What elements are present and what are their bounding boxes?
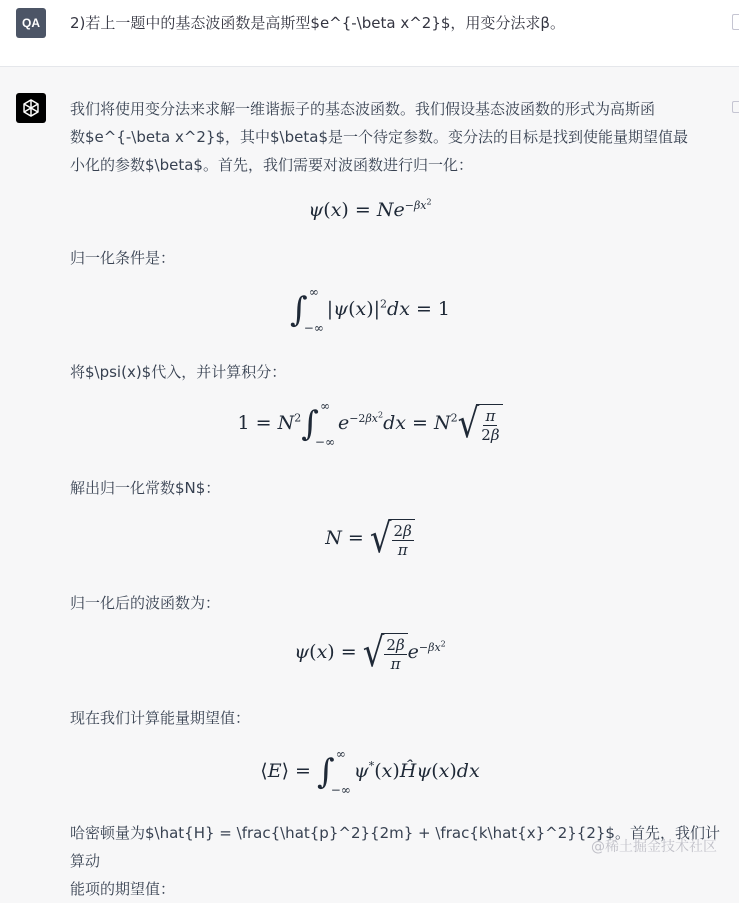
chatgpt-logo-icon xyxy=(16,93,46,123)
answer-paragraph-3: 将$\psi(x)$代入，并计算积分： xyxy=(70,363,287,381)
question-message xyxy=(0,0,739,67)
equation-integral: $1 = N^2\int$ ∞ −∞ $e^{-2\beta x^2}dx = N^2$ √ $\frac{\pi}{2\beta}$ xyxy=(70,399,670,449)
answer-paragraph-6: 现在我们计算能量期望值： xyxy=(70,709,251,727)
equation-wavefunction: $\psi(x) = Ne^{-\beta x^2}$ xyxy=(308,197,432,221)
answer-paragraph-1 xyxy=(70,95,720,179)
equation-normalization: ∫ ∞ −∞ $|\psi(x)|^2dx = 1$ xyxy=(289,285,451,335)
copy-icon[interactable] xyxy=(732,101,739,113)
equation-energy-expectation: ⟨E⟩ = ∫ ∞ −∞ ψ*(x)Ĥψ(x)dx xyxy=(260,747,480,797)
answer-paragraph-1-line-1: 我们将使用变分法来求解一维谐振子的基态波函数。我们假设基态波函数的形式为高斯函 xyxy=(70,100,656,118)
answer-paragraph-7 xyxy=(70,819,720,903)
answer-paragraph-5: 归一化后的波函数为： xyxy=(70,594,221,612)
answer-paragraph-4: 解出归一化常数$N$： xyxy=(70,479,221,497)
question-text: 2)若上一题中的基态波函数是高斯型$e^{-\beta x^2}$，用变分法求β。 xyxy=(70,14,565,32)
answer-message xyxy=(0,67,739,898)
answer-paragraph-1-line-2: 数$e^{-\beta x^2}$，其中$\beta$是一个待定参数。变分法的目标是找到使能量期望值最 xyxy=(70,128,688,146)
answer-paragraph-7-line-2: 能项的期望值： xyxy=(70,880,176,898)
equation-normalized-wavefunction: ψ(x) = √ $\frac{2\beta}{\pi}$ $e^{-\beta x^2}$ xyxy=(294,629,446,677)
answer-paragraph-7-line-1: 哈密顿量为$\hat{H} = \frac{\hat{p}^2}{2m} + \frac{k\hat{x}^2}{2}$。首先，我们计算动 xyxy=(70,824,720,870)
user-avatar: QA xyxy=(16,8,46,38)
equation-normalization-constant: N = √ $\frac{2\beta}{\pi}$ xyxy=(70,519,670,559)
watermark: @稀土掘金技术社区 xyxy=(591,839,717,855)
answer-paragraph-1-line-3: 小化的参数$\beta$。首先，我们需要对波函数进行归一化： xyxy=(70,156,473,174)
answer-paragraph-2: 归一化条件是： xyxy=(70,249,176,267)
edit-icon[interactable] xyxy=(732,14,739,30)
